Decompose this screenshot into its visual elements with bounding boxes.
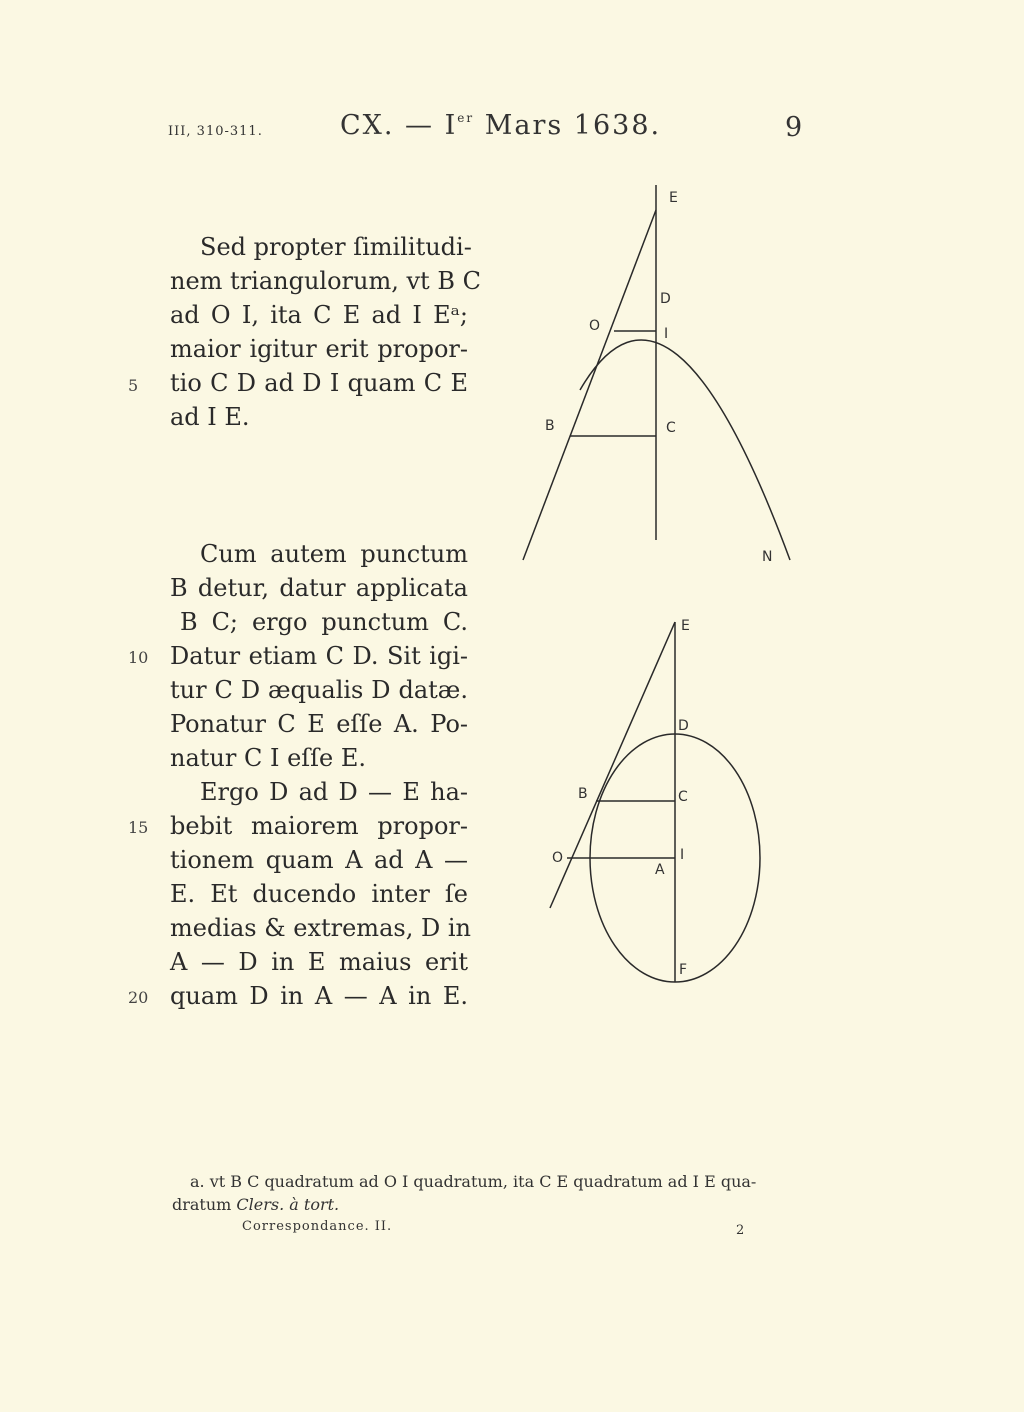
text-line: maior igitur erit propor- xyxy=(170,335,468,363)
footnote-italic: Clers. à tort. xyxy=(236,1195,340,1214)
line-number: 10 xyxy=(128,648,149,667)
label-b: B xyxy=(578,786,588,802)
heading-superscript: er xyxy=(457,111,475,125)
parabola-curve xyxy=(580,340,790,560)
text-line: ad I E. xyxy=(170,403,250,431)
text-line: B C; ergo punctum C. xyxy=(180,608,468,636)
label-b: B xyxy=(545,418,555,434)
label-e: E xyxy=(681,618,690,634)
text-line: natur C I eſſe E. xyxy=(170,744,367,772)
text-line: Sed propter ſimilitudi- xyxy=(200,233,472,261)
text-line: Datur etiam C D. Sit igi- xyxy=(170,642,468,670)
label-n: N xyxy=(762,549,773,565)
label-d: D xyxy=(678,718,689,734)
text-line: tionem quam A ad A — xyxy=(170,846,468,874)
line-number: 15 xyxy=(128,818,149,837)
text-line: nem triangulorum, vt B C xyxy=(170,267,481,295)
text-line: B detur, datur applicata xyxy=(170,574,468,602)
line-number: 20 xyxy=(128,988,149,1007)
footnote-line-2 xyxy=(172,1195,339,1214)
text-line: Ponatur C E eſſe A. Po- xyxy=(170,710,468,738)
footnote-text: dratum xyxy=(172,1195,237,1214)
ellipse-figure xyxy=(540,612,780,992)
heading-main: CX. — I xyxy=(340,110,458,141)
label-o: O xyxy=(552,850,564,866)
footnote-line-1: a. vt B C quadratum ad O I quadratum, ita C E quadratum ad I E qua- xyxy=(190,1172,757,1191)
text-line: quam D in A — A in E. xyxy=(170,982,468,1010)
tangent-line xyxy=(523,210,656,560)
text-line: ad O I, ita C E ad I Eᵃ; xyxy=(170,301,468,329)
line-number: 5 xyxy=(128,376,139,395)
volume-reference: III, 310-311. xyxy=(168,124,263,139)
text-line: Ergo D ad D — E ha- xyxy=(200,778,468,806)
page-number: 9 xyxy=(785,112,803,143)
heading-date: Mars 1638. xyxy=(474,110,662,141)
label-f: F xyxy=(679,962,688,978)
label-i: I xyxy=(680,847,685,863)
letter-heading xyxy=(340,110,661,141)
text-line: medias & extremas, D in xyxy=(170,914,471,942)
parabola-figure xyxy=(510,175,810,575)
text-line: bebit maiorem propor- xyxy=(170,812,468,840)
label-o: O xyxy=(589,318,601,334)
text-line: A — D in E maius erit xyxy=(170,948,468,976)
label-i: I xyxy=(664,326,669,342)
text-line: Cum autem punctum xyxy=(200,540,468,568)
signature-title: Correspondance. II. xyxy=(242,1219,393,1234)
label-a: A xyxy=(655,862,665,878)
label-d: D xyxy=(660,291,671,307)
text-line: E. Et ducendo inter ſe xyxy=(170,880,468,908)
label-c: C xyxy=(666,420,676,436)
label-c: C xyxy=(678,789,688,805)
text-line: tio C D ad D I quam C E xyxy=(170,369,468,397)
text-line: tur C D æqualis D datæ. xyxy=(170,676,468,704)
label-e: E xyxy=(669,190,678,206)
signature-number: 2 xyxy=(736,1223,745,1238)
